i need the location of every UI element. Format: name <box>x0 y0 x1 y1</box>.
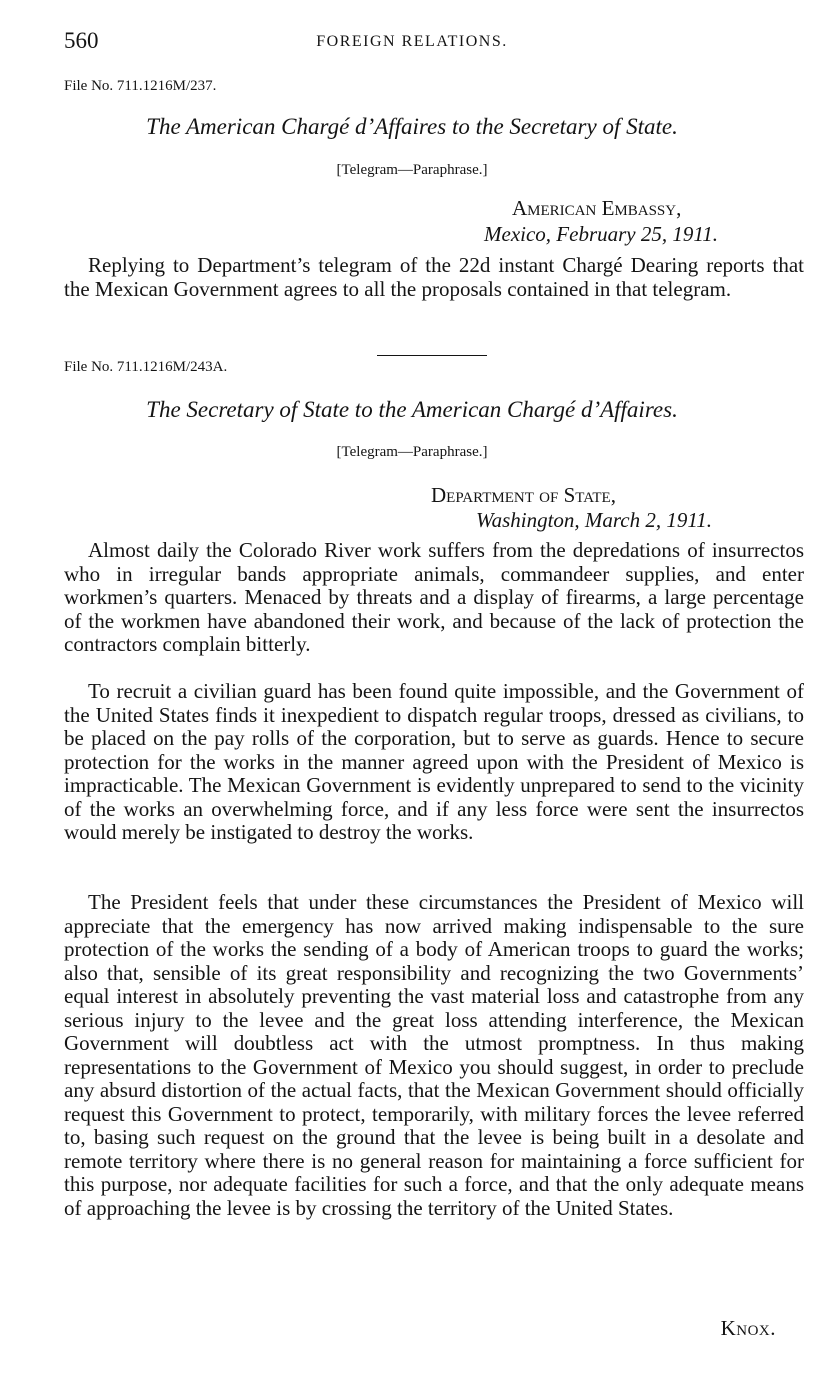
sender-line: American Embassy, <box>512 196 682 220</box>
file-number: File No. 711.1216M/237. <box>64 78 217 94</box>
running-title: FOREIGN RELATIONS. <box>316 33 508 50</box>
body-paragraph: To recruit a civilian guard has been found quite impossible, and the Government of the United States finds it inexpedient to dispatch regular troops, dressed as civilians, to be placed on the pay rolls of the corporation, but to serve as guards. Hence to secure protection for the works in the manner agreed upon with the President of Mexico is impracticable. The Mexican Government is evidently unprepared to send to the vicinity of the works an overwhelming force, and if any less force were sent the insurrectos would merely be instigated to destroy the works. <box>64 679 804 844</box>
document-heading: The American Chargé d’Affaires to the Secretary of State. <box>146 114 678 139</box>
sender-line: Department of State, <box>431 483 616 507</box>
section-divider <box>377 355 487 356</box>
file-number: File No. 711.1216M/243A. <box>64 359 228 375</box>
body-paragraph: Almost daily the Colorado River work suffers from the depredations of insurrectos who in irregular bands appropriate animals, commandeer supplies, and enter workmen’s quarters. Menaced by threats and a display of firearms, a large percentage of the workmen have abandoned their work, and because of the lack of protection the contractors complain bitterly. <box>64 538 804 656</box>
page-number: 560 <box>64 28 99 53</box>
telegram-note: [Telegram—Paraphrase.] <box>336 162 488 178</box>
dateline: Mexico, February 25, 1911. <box>484 222 719 246</box>
dateline: Washington, March 2, 1911. <box>476 508 713 532</box>
telegram-note: [Telegram—Paraphrase.] <box>336 444 488 460</box>
document-heading: The Secretary of State to the American Chargé d’Affaires. <box>146 397 678 422</box>
signature: Knox. <box>720 1316 776 1340</box>
body-paragraph: The President feels that under these circumstances the President of Mexico will appreciate that the emergency has now arrived making indispensable to the sure protection of the works the sending of a body of American troops to guard the works; also that, sensible of its great responsibility and recognizing the two Governments’ equal interest in absolutely preventing the vast material loss and catastrophe from any serious injury to the levee and the great loss attending interference, the Mexican Government will doubtless act with the utmost promptness. In thus making representations to the Government of Mexico you should suggest, in order to preclude any absurd distortion of the actual facts, that the Mexican Government should officially request this Government to protect, temporarily, with military forces the levee referred to, basing such request on the ground that the levee is being built in a desolate and remote territory where there is no general reason for maintaining a force sufficient for this purpose, nor adequate facilities for such a force, and that the only adequate means of approaching the levee is by crossing the territory of the United States. <box>64 890 804 1220</box>
body-paragraph: Replying to Department’s telegram of the 22d instant Chargé Dearing reports that the Mexican Government agrees to all the proposals contained in that telegram. <box>64 253 804 301</box>
